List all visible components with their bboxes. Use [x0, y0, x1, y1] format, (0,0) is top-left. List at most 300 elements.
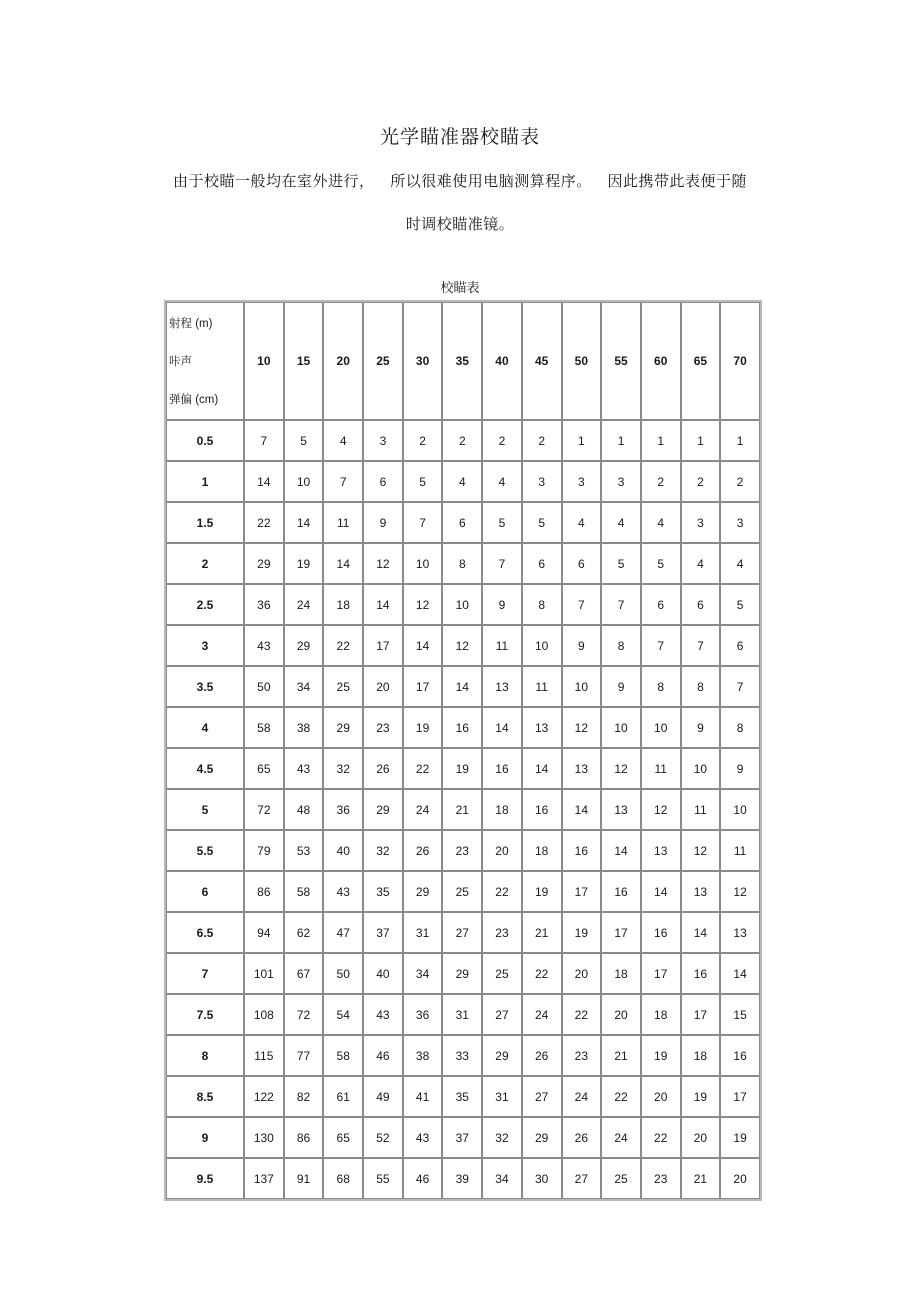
click-value-cell: 29 [323, 707, 363, 748]
click-value-cell: 137 [244, 1158, 284, 1199]
click-value-cell: 21 [442, 789, 482, 830]
click-value-cell: 14 [681, 912, 721, 953]
click-value-cell: 6 [720, 625, 760, 666]
click-value-cell: 20 [482, 830, 522, 871]
click-value-cell: 48 [284, 789, 324, 830]
click-value-cell: 15 [720, 994, 760, 1035]
click-value-cell: 1 [681, 420, 721, 461]
click-value-cell: 58 [284, 871, 324, 912]
click-value-cell: 9 [562, 625, 602, 666]
click-value-cell: 17 [681, 994, 721, 1035]
range-header-65: 65 [681, 302, 721, 420]
table-row [166, 584, 760, 625]
click-value-cell: 7 [562, 584, 602, 625]
range-header-60: 60 [641, 302, 681, 420]
click-value-cell: 122 [244, 1076, 284, 1117]
click-value-cell: 12 [403, 584, 443, 625]
table-row [166, 461, 760, 502]
click-value-cell: 2 [403, 420, 443, 461]
offset-cell: 0.5 [166, 420, 244, 461]
click-value-cell: 3 [720, 502, 760, 543]
click-value-cell: 12 [681, 830, 721, 871]
click-value-cell: 27 [482, 994, 522, 1035]
click-value-cell: 17 [720, 1076, 760, 1117]
offset-cell: 5 [166, 789, 244, 830]
click-value-cell: 25 [601, 1158, 641, 1199]
click-value-cell: 14 [403, 625, 443, 666]
click-value-cell: 115 [244, 1035, 284, 1076]
click-value-cell: 1 [720, 420, 760, 461]
intro-text-line-1: 由于校瞄一般均在室外进行， 所以很难使用电脑测算程序。 因此携带此表便于随 [172, 172, 748, 190]
click-value-cell: 43 [284, 748, 324, 789]
click-value-cell: 16 [641, 912, 681, 953]
click-value-cell: 4 [323, 420, 363, 461]
click-value-cell: 5 [403, 461, 443, 502]
click-value-cell: 18 [482, 789, 522, 830]
click-value-cell: 52 [363, 1117, 403, 1158]
click-value-cell: 36 [244, 584, 284, 625]
click-value-cell: 26 [363, 748, 403, 789]
click-value-cell: 22 [601, 1076, 641, 1117]
click-value-cell: 14 [244, 461, 284, 502]
click-value-cell: 19 [284, 543, 324, 584]
click-value-cell: 18 [323, 584, 363, 625]
click-value-cell: 19 [720, 1117, 760, 1158]
click-value-cell: 36 [403, 994, 443, 1035]
click-value-cell: 5 [720, 584, 760, 625]
click-value-cell: 25 [482, 953, 522, 994]
click-value-cell: 43 [323, 871, 363, 912]
click-value-cell: 22 [641, 1117, 681, 1158]
click-value-cell: 19 [562, 912, 602, 953]
table-caption: 校瞄表 [440, 281, 480, 296]
click-value-cell: 130 [244, 1117, 284, 1158]
click-value-cell: 22 [323, 625, 363, 666]
click-value-cell: 5 [641, 543, 681, 584]
table-row [166, 1035, 760, 1076]
click-value-cell: 16 [442, 707, 482, 748]
click-value-cell: 31 [403, 912, 443, 953]
range-header-20: 20 [323, 302, 363, 420]
offset-cell: 4 [166, 707, 244, 748]
click-value-cell: 34 [482, 1158, 522, 1199]
click-value-cell: 9 [720, 748, 760, 789]
click-value-cell: 10 [601, 707, 641, 748]
click-value-cell: 19 [522, 871, 562, 912]
click-value-cell: 21 [601, 1035, 641, 1076]
click-value-cell: 5 [482, 502, 522, 543]
click-value-cell: 11 [323, 502, 363, 543]
click-value-cell: 14 [482, 707, 522, 748]
offset-cell: 8.5 [166, 1076, 244, 1117]
click-value-cell: 12 [442, 625, 482, 666]
click-value-cell: 24 [601, 1117, 641, 1158]
click-value-cell: 6 [363, 461, 403, 502]
click-value-cell: 39 [442, 1158, 482, 1199]
click-value-cell: 65 [244, 748, 284, 789]
table-row [166, 830, 760, 871]
click-value-cell: 7 [323, 461, 363, 502]
click-value-cell: 17 [601, 912, 641, 953]
click-value-cell: 4 [641, 502, 681, 543]
click-value-cell: 62 [284, 912, 324, 953]
table-body [166, 420, 760, 1199]
click-value-cell: 34 [403, 953, 443, 994]
click-value-cell: 14 [442, 666, 482, 707]
click-value-cell: 14 [284, 502, 324, 543]
range-header-40: 40 [482, 302, 522, 420]
click-value-cell: 1 [641, 420, 681, 461]
click-value-cell: 12 [720, 871, 760, 912]
offset-cell: 3 [166, 625, 244, 666]
click-value-cell: 2 [522, 420, 562, 461]
click-value-cell: 16 [562, 830, 602, 871]
click-value-cell: 68 [323, 1158, 363, 1199]
click-value-cell: 1 [601, 420, 641, 461]
click-value-cell: 14 [323, 543, 363, 584]
click-value-cell: 1 [562, 420, 602, 461]
click-value-cell: 17 [641, 953, 681, 994]
click-value-cell: 2 [720, 461, 760, 502]
click-value-cell: 13 [720, 912, 760, 953]
click-value-cell: 19 [442, 748, 482, 789]
click-value-cell: 53 [284, 830, 324, 871]
offset-cell: 2.5 [166, 584, 244, 625]
click-value-cell: 12 [562, 707, 602, 748]
click-value-cell: 23 [363, 707, 403, 748]
click-value-cell: 26 [562, 1117, 602, 1158]
click-value-cell: 3 [601, 461, 641, 502]
click-value-cell: 11 [720, 830, 760, 871]
click-value-cell: 77 [284, 1035, 324, 1076]
click-value-cell: 10 [562, 666, 602, 707]
click-value-cell: 10 [284, 461, 324, 502]
click-value-cell: 43 [403, 1117, 443, 1158]
click-value-cell: 22 [562, 994, 602, 1035]
offset-cell: 7 [166, 953, 244, 994]
offset-cell: 9 [166, 1117, 244, 1158]
click-value-cell: 43 [244, 625, 284, 666]
click-value-cell: 4 [482, 461, 522, 502]
offset-cell: 4.5 [166, 748, 244, 789]
click-value-cell: 91 [284, 1158, 324, 1199]
click-value-cell: 36 [323, 789, 363, 830]
corner-header-cell [166, 302, 244, 420]
click-value-cell: 26 [403, 830, 443, 871]
click-value-cell: 22 [522, 953, 562, 994]
click-value-cell: 82 [284, 1076, 324, 1117]
click-value-cell: 4 [681, 543, 721, 584]
click-value-cell: 86 [284, 1117, 324, 1158]
click-value-cell: 34 [284, 666, 324, 707]
click-value-cell: 12 [641, 789, 681, 830]
click-value-cell: 67 [284, 953, 324, 994]
offset-cell: 2 [166, 543, 244, 584]
range-header-35: 35 [442, 302, 482, 420]
click-value-cell: 7 [641, 625, 681, 666]
click-value-cell: 10 [403, 543, 443, 584]
click-value-cell: 3 [363, 420, 403, 461]
click-value-cell: 46 [403, 1158, 443, 1199]
click-value-cell: 17 [403, 666, 443, 707]
click-value-cell: 40 [363, 953, 403, 994]
click-value-cell: 21 [522, 912, 562, 953]
click-value-cell: 9 [601, 666, 641, 707]
offset-cell: 6 [166, 871, 244, 912]
click-value-cell: 20 [601, 994, 641, 1035]
range-header-10: 10 [244, 302, 284, 420]
click-value-cell: 5 [284, 420, 324, 461]
click-value-cell: 14 [363, 584, 403, 625]
click-value-cell: 4 [442, 461, 482, 502]
click-value-cell: 13 [681, 871, 721, 912]
table-row [166, 1076, 760, 1117]
click-value-cell: 23 [442, 830, 482, 871]
click-value-cell: 8 [641, 666, 681, 707]
click-value-cell: 14 [522, 748, 562, 789]
click-value-cell: 23 [482, 912, 522, 953]
click-value-cell: 72 [284, 994, 324, 1035]
offset-cell: 5.5 [166, 830, 244, 871]
click-value-cell: 31 [482, 1076, 522, 1117]
click-value-cell: 20 [681, 1117, 721, 1158]
range-header-45: 45 [522, 302, 562, 420]
click-value-cell: 3 [681, 502, 721, 543]
click-value-cell: 13 [641, 830, 681, 871]
click-value-cell: 7 [720, 666, 760, 707]
click-value-cell: 11 [482, 625, 522, 666]
click-value-cell: 12 [363, 543, 403, 584]
click-value-cell: 14 [562, 789, 602, 830]
click-value-cell: 65 [323, 1117, 363, 1158]
click-value-cell: 20 [363, 666, 403, 707]
click-value-cell: 38 [284, 707, 324, 748]
click-value-cell: 7 [681, 625, 721, 666]
table-row [166, 1117, 760, 1158]
click-value-cell: 29 [522, 1117, 562, 1158]
click-value-cell: 13 [562, 748, 602, 789]
offset-cell: 3.5 [166, 666, 244, 707]
click-value-cell: 29 [244, 543, 284, 584]
click-value-cell: 10 [522, 625, 562, 666]
click-value-cell: 35 [363, 871, 403, 912]
table-row [166, 666, 760, 707]
click-value-cell: 29 [363, 789, 403, 830]
click-value-cell: 29 [284, 625, 324, 666]
click-value-cell: 23 [562, 1035, 602, 1076]
click-value-cell: 24 [522, 994, 562, 1035]
click-value-cell: 55 [363, 1158, 403, 1199]
click-value-cell: 3 [522, 461, 562, 502]
click-value-cell: 14 [720, 953, 760, 994]
click-value-cell: 22 [244, 502, 284, 543]
click-value-cell: 7 [601, 584, 641, 625]
range-header-50: 50 [562, 302, 602, 420]
click-value-cell: 16 [720, 1035, 760, 1076]
click-value-cell: 35 [442, 1076, 482, 1117]
click-value-cell: 17 [562, 871, 602, 912]
table-row [166, 994, 760, 1035]
click-value-cell: 108 [244, 994, 284, 1035]
offset-cell: 1.5 [166, 502, 244, 543]
click-value-cell: 10 [641, 707, 681, 748]
click-value-cell: 61 [323, 1076, 363, 1117]
click-value-cell: 18 [522, 830, 562, 871]
click-value-cell: 37 [442, 1117, 482, 1158]
click-value-cell: 50 [244, 666, 284, 707]
click-value-cell: 18 [641, 994, 681, 1035]
click-value-cell: 21 [681, 1158, 721, 1199]
click-value-cell: 50 [323, 953, 363, 994]
click-value-cell: 10 [681, 748, 721, 789]
click-value-cell: 4 [601, 502, 641, 543]
click-value-cell: 2 [641, 461, 681, 502]
table-row [166, 748, 760, 789]
table-row [166, 625, 760, 666]
click-value-cell: 54 [323, 994, 363, 1035]
click-value-cell: 5 [522, 502, 562, 543]
click-value-cell: 8 [720, 707, 760, 748]
click-value-cell: 29 [482, 1035, 522, 1076]
click-value-cell: 19 [681, 1076, 721, 1117]
click-value-cell: 20 [720, 1158, 760, 1199]
click-value-cell: 10 [442, 584, 482, 625]
click-value-cell: 24 [284, 584, 324, 625]
click-value-cell: 11 [641, 748, 681, 789]
click-value-cell: 14 [641, 871, 681, 912]
click-value-cell: 6 [681, 584, 721, 625]
click-value-cell: 9 [363, 502, 403, 543]
table-row [166, 871, 760, 912]
table-header-row [166, 302, 760, 420]
click-value-cell: 49 [363, 1076, 403, 1117]
click-value-cell: 29 [403, 871, 443, 912]
click-value-cell: 8 [681, 666, 721, 707]
click-value-cell: 37 [363, 912, 403, 953]
table-row [166, 953, 760, 994]
click-value-cell: 7 [244, 420, 284, 461]
click-value-cell: 2 [482, 420, 522, 461]
range-label: 射程 (m) [169, 318, 213, 330]
offset-cell: 9.5 [166, 1158, 244, 1199]
click-value-cell: 26 [522, 1035, 562, 1076]
click-value-cell: 22 [482, 871, 522, 912]
click-value-cell: 13 [482, 666, 522, 707]
intro-text-line-2: 时调校瞄准镜。 [405, 215, 515, 233]
click-value-cell: 16 [681, 953, 721, 994]
click-value-cell: 2 [442, 420, 482, 461]
offset-cell: 1 [166, 461, 244, 502]
click-value-cell: 72 [244, 789, 284, 830]
page-title: 光学瞄准器校瞄表 [379, 126, 540, 148]
click-label: 咔声 [169, 356, 192, 368]
calibration-table [164, 300, 762, 1201]
click-value-cell: 25 [323, 666, 363, 707]
click-value-cell: 6 [641, 584, 681, 625]
click-value-cell: 32 [482, 1117, 522, 1158]
click-value-cell: 24 [562, 1076, 602, 1117]
click-value-cell: 17 [363, 625, 403, 666]
table-row [166, 707, 760, 748]
click-value-cell: 47 [323, 912, 363, 953]
offset-cell: 8 [166, 1035, 244, 1076]
click-value-cell: 20 [562, 953, 602, 994]
click-value-cell: 23 [641, 1158, 681, 1199]
click-value-cell: 33 [442, 1035, 482, 1076]
click-value-cell: 27 [442, 912, 482, 953]
click-value-cell: 19 [641, 1035, 681, 1076]
click-value-cell: 32 [363, 830, 403, 871]
click-value-cell: 5 [601, 543, 641, 584]
click-value-cell: 22 [403, 748, 443, 789]
click-value-cell: 27 [562, 1158, 602, 1199]
table-row [166, 502, 760, 543]
range-header-55: 55 [601, 302, 641, 420]
click-value-cell: 16 [482, 748, 522, 789]
click-value-cell: 16 [522, 789, 562, 830]
click-value-cell: 13 [522, 707, 562, 748]
click-value-cell: 41 [403, 1076, 443, 1117]
click-value-cell: 11 [522, 666, 562, 707]
click-value-cell: 9 [681, 707, 721, 748]
click-value-cell: 46 [363, 1035, 403, 1076]
click-value-cell: 43 [363, 994, 403, 1035]
click-value-cell: 101 [244, 953, 284, 994]
click-value-cell: 7 [403, 502, 443, 543]
click-value-cell: 25 [442, 871, 482, 912]
click-value-cell: 24 [403, 789, 443, 830]
click-value-cell: 4 [562, 502, 602, 543]
click-value-cell: 6 [562, 543, 602, 584]
click-value-cell: 40 [323, 830, 363, 871]
click-value-cell: 7 [482, 543, 522, 584]
click-value-cell: 6 [522, 543, 562, 584]
click-value-cell: 14 [601, 830, 641, 871]
range-header-70: 70 [720, 302, 760, 420]
click-value-cell: 19 [403, 707, 443, 748]
click-value-cell: 18 [681, 1035, 721, 1076]
click-value-cell: 27 [522, 1076, 562, 1117]
click-value-cell: 2 [681, 461, 721, 502]
table-row [166, 543, 760, 584]
click-value-cell: 18 [601, 953, 641, 994]
click-value-cell: 8 [522, 584, 562, 625]
click-value-cell: 13 [601, 789, 641, 830]
table-row [166, 420, 760, 461]
click-value-cell: 58 [323, 1035, 363, 1076]
table-row [166, 789, 760, 830]
table-row [166, 1158, 760, 1199]
click-value-cell: 4 [720, 543, 760, 584]
click-value-cell: 58 [244, 707, 284, 748]
table-row [166, 912, 760, 953]
offset-cell: 7.5 [166, 994, 244, 1035]
click-value-cell: 16 [601, 871, 641, 912]
click-value-cell: 31 [442, 994, 482, 1035]
click-value-cell: 11 [681, 789, 721, 830]
click-value-cell: 9 [482, 584, 522, 625]
offset-cell: 6.5 [166, 912, 244, 953]
click-value-cell: 8 [601, 625, 641, 666]
click-value-cell: 20 [641, 1076, 681, 1117]
click-value-cell: 32 [323, 748, 363, 789]
click-value-cell: 94 [244, 912, 284, 953]
click-value-cell: 12 [601, 748, 641, 789]
click-value-cell: 79 [244, 830, 284, 871]
range-header-15: 15 [284, 302, 324, 420]
click-value-cell: 29 [442, 953, 482, 994]
click-value-cell: 86 [244, 871, 284, 912]
